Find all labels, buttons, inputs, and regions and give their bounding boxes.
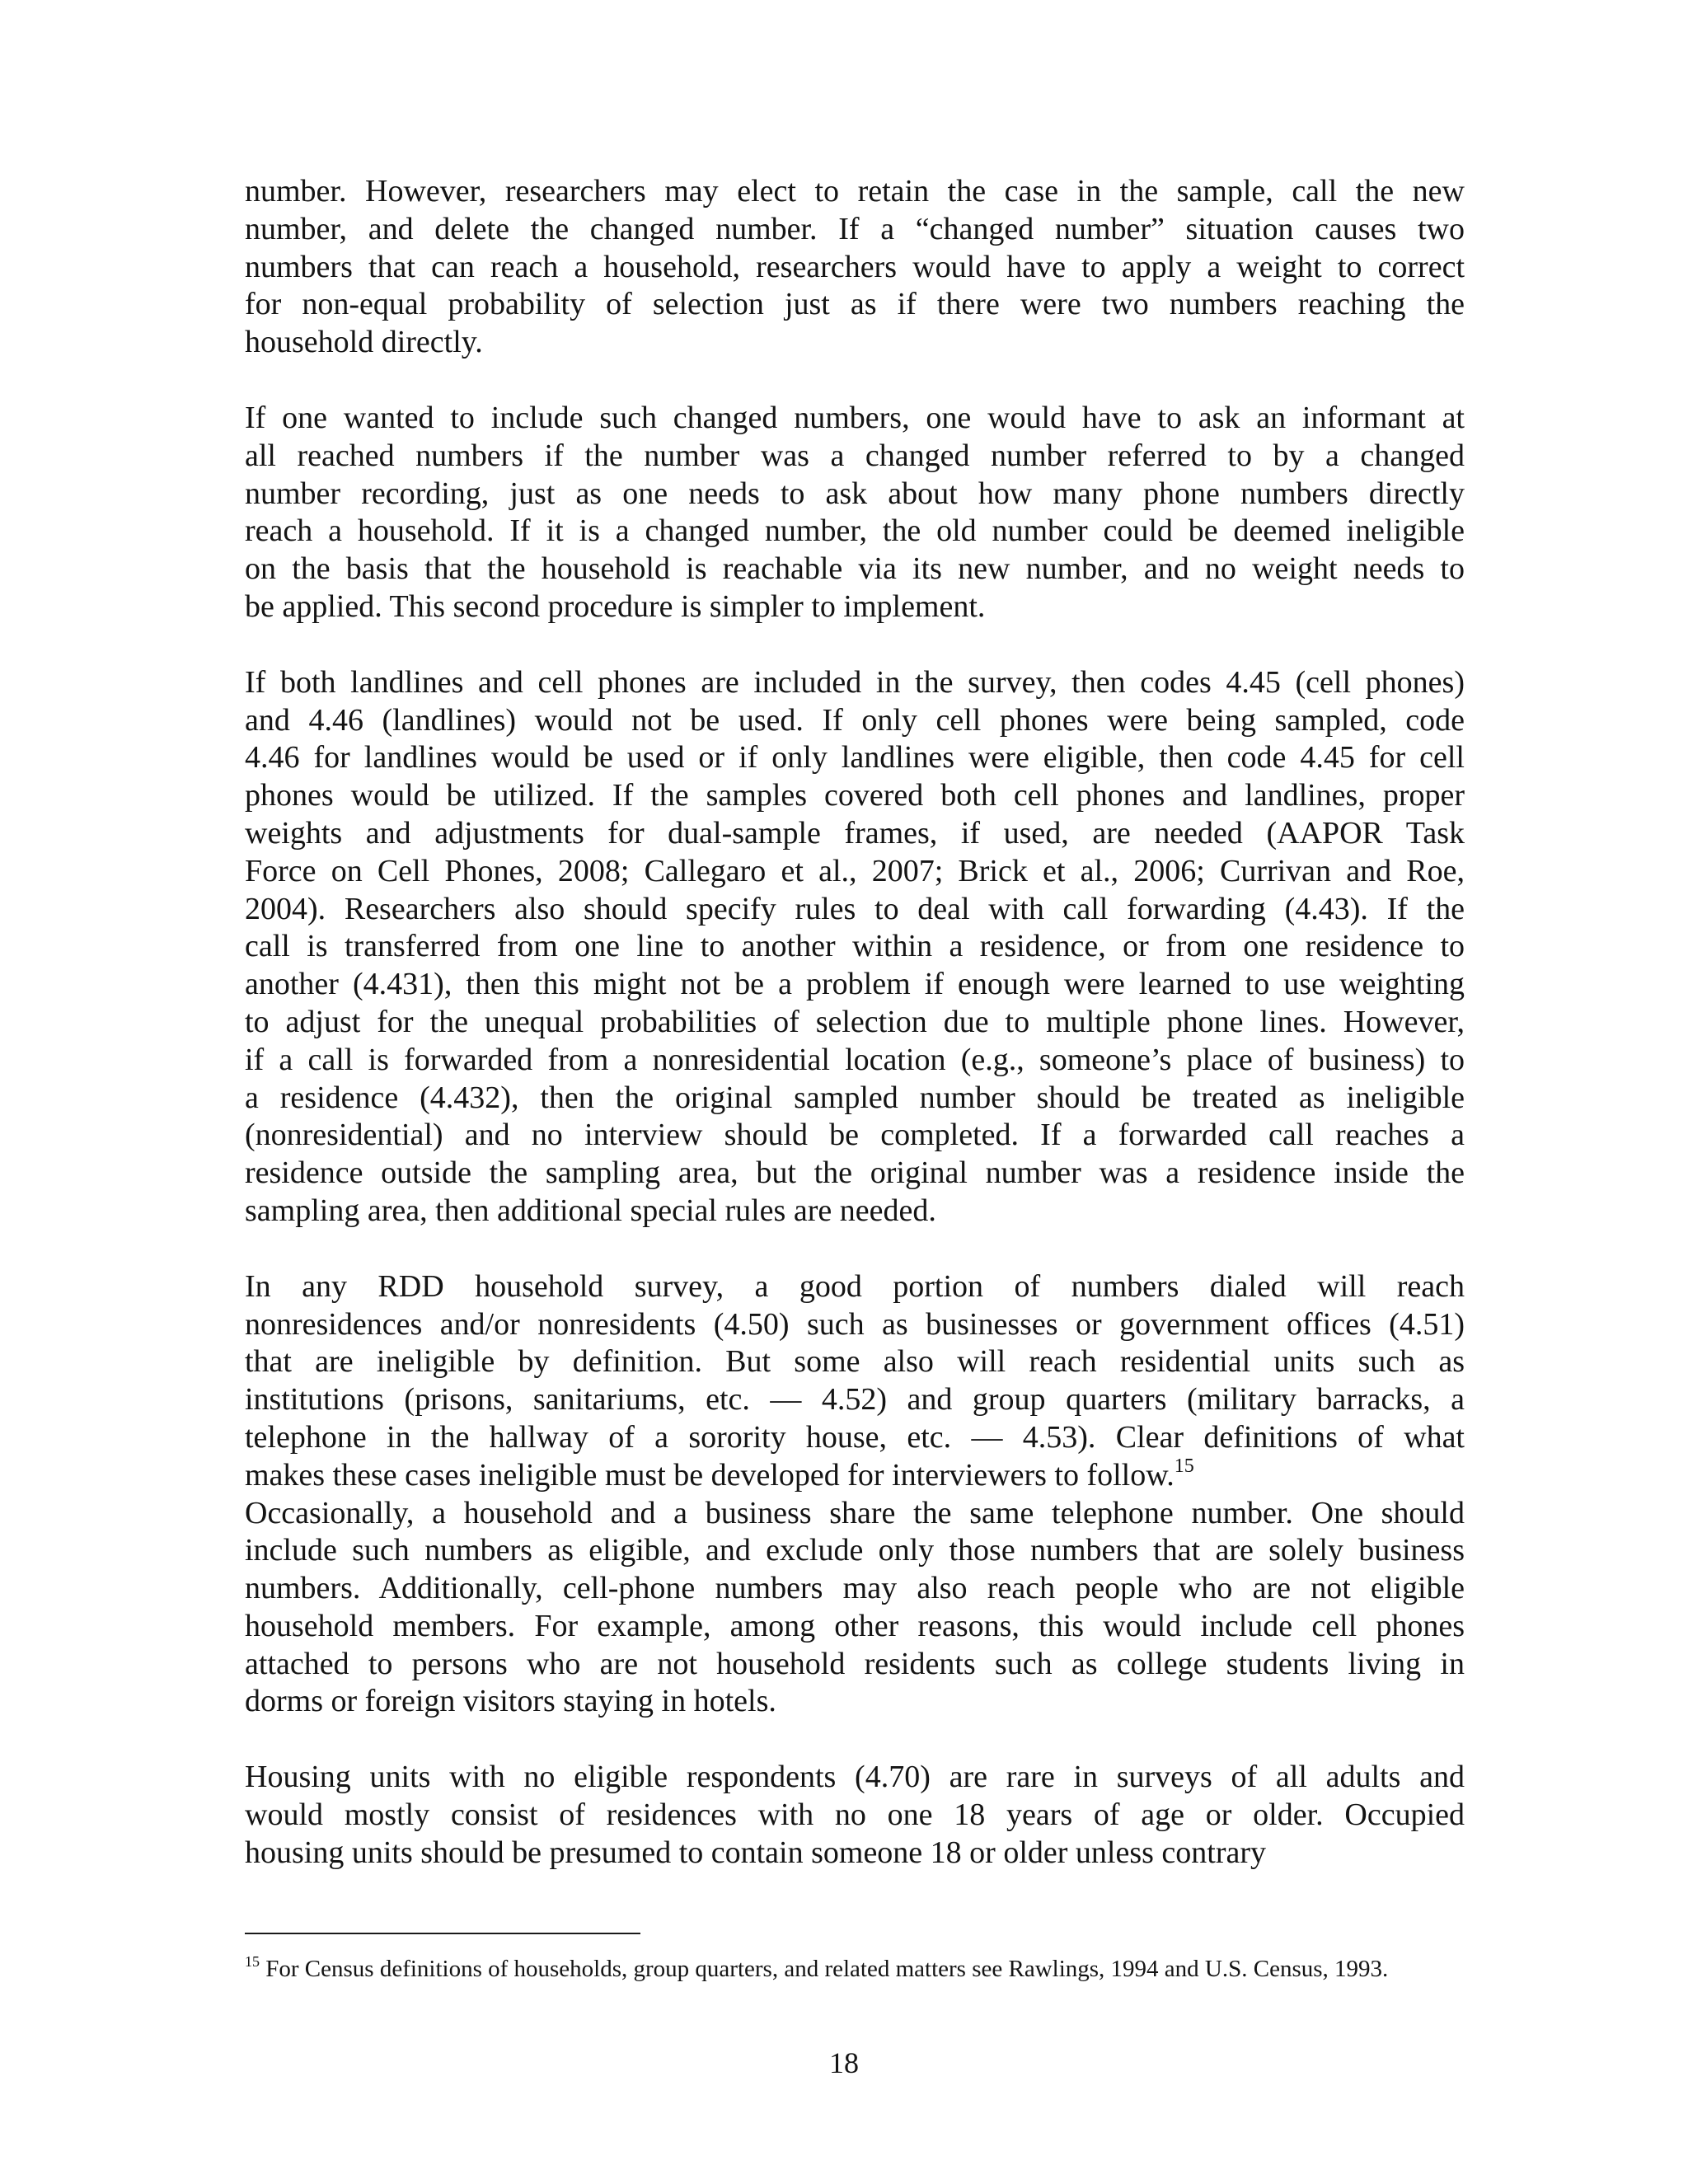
text-line: numbers. Additionally, cell-phone numbers may also reach people who are not eligible xyxy=(245,1571,1465,1606)
text-line: 4.46 for landlines would be used or if only landlines were eligible, then code 4.45 for cell xyxy=(245,740,1465,776)
text-line: phones would be utilized. If the samples covered both cell phones and landlines, proper xyxy=(245,778,1465,813)
text-line: all reached numbers if the number was a changed number referred to by a changed xyxy=(245,438,1465,473)
text-line: nonresidences and/or nonresidents (4.50) such as businesses or government offices (4.51) xyxy=(245,1306,1465,1342)
text-line: residence outside the sampling area, but the original number was a residence inside the xyxy=(245,1155,1465,1191)
footnote xyxy=(245,1955,1388,1983)
text-line: telephone in the hallway of a sorority house, etc. — 4.53). Clear definitions of what xyxy=(245,1419,1465,1455)
text-line: 2004). Researchers also should specify rules to deal with call forwarding (4.43). If the xyxy=(245,891,1465,926)
footnote-number: 15 xyxy=(245,1953,260,1970)
text-line: numbers that can reach a household, researchers would have to apply a weight to correct xyxy=(245,249,1465,284)
text-line: attached to persons who are not household residents such as college students living in xyxy=(245,1646,1465,1681)
text-line: dorms or foreign visitors staying in hotels. xyxy=(245,1684,776,1719)
text-line: sampling area, then additional special rules are needed. xyxy=(245,1193,936,1228)
text-line: makes these cases ineligible must be developed for interviewers to follow.$^{15}$ xyxy=(245,1455,1194,1493)
text-line: Housing units with no eligible respondents (4.70) are rare in surveys of all adults and xyxy=(245,1760,1465,1795)
text-line: call is transferred from one line to another within a residence, or from one residence to xyxy=(245,929,1465,964)
text-line: Occasionally, a household and a business share the same telephone number. One should xyxy=(245,1495,1465,1530)
text-line: institutions (prisons, sanitariums, etc. — 4.52) and group quarters (military barracks, a xyxy=(245,1382,1465,1418)
text-line: household directly. xyxy=(245,325,483,360)
document-body xyxy=(245,173,1465,1910)
text-line: on the basis that the household is reachable via its new number, and no weight needs to xyxy=(245,551,1465,587)
text-line: weights and adjustments for dual-sample frames, if used, are needed (AAPOR Task xyxy=(245,815,1465,851)
text-line: that are ineligible by definition. But some also will reach residential units such as xyxy=(245,1344,1465,1380)
text-line: if a call is forwarded from a nonresidential location (e.g., someone’s place of business) to xyxy=(245,1042,1465,1077)
text-line: number recording, just as one needs to ask about how many phone numbers directly xyxy=(245,476,1465,511)
text-line: If one wanted to include such changed numbers, one would have to ask an informant at xyxy=(245,400,1465,435)
paragraph-no-eligible-respondents xyxy=(245,1759,1465,1872)
paragraph-rdd-nonresidences xyxy=(245,1268,1465,1722)
text-line: housing units should be presumed to contain someone 18 or older unless contrary xyxy=(245,1835,1267,1870)
text-line: for non-equal probability of selection just as if there were two numbers reaching the xyxy=(245,287,1465,322)
footnote-divider xyxy=(245,1933,640,1934)
paragraph-include-changed-numbers xyxy=(245,400,1465,626)
text-line: (nonresidential) and no interview should be completed. If a forwarded call reaches a xyxy=(245,1118,1465,1153)
text-line: include such numbers as eligible, and exclude only those numbers that are solely business xyxy=(245,1533,1465,1568)
text-line: household members. For example, among other reasons, this would include cell phones xyxy=(245,1608,1465,1643)
text-line: another (4.431), then this might not be a problem if enough were learned to use weighting xyxy=(245,967,1465,1002)
text-line: If both landlines and cell phones are included in the survey, then codes 4.45 (cell phones) xyxy=(245,664,1465,700)
page-number: 18 xyxy=(829,2046,859,2079)
paragraph-landlines-cell-phones xyxy=(245,664,1465,1230)
text-line: and 4.46 (landlines) would not be used. If only cell phones were being sampled, code xyxy=(245,702,1465,738)
footnote-text: For Census definitions of households, group quarters, and related matters see Rawlings, 1994 and U.S. Census, 1993. xyxy=(265,1956,1389,1982)
text-line: be applied. This second procedure is simpler to implement. xyxy=(245,588,986,624)
paragraph-changed-number xyxy=(245,173,1465,362)
text-line: would mostly consist of residences with no one 18 years of age or older. Occupied xyxy=(245,1797,1465,1833)
text-line: reach a household. If it is a changed number, the old number could be deemed ineligible xyxy=(245,513,1465,549)
text-line: to adjust for the unequal probabilities of selection due to multiple phone lines. However, xyxy=(245,1004,1465,1039)
text-line: In any RDD household survey, a good portion of numbers dialed will reach xyxy=(245,1268,1465,1304)
footnote-reference[interactable]: 15 xyxy=(1174,1455,1194,1477)
text-line: Force on Cell Phones, 2008; Callegaro et al., 2007; Brick et al., 2006; Currivan and Roe, xyxy=(245,853,1465,888)
text-line: number, and delete the changed number. If a “changed number” situation causes two xyxy=(245,211,1465,246)
text-line: number. However, researchers may elect to retain the case in the sample, call the new xyxy=(245,174,1465,209)
text-line: a residence (4.432), then the original sampled number should be treated as ineligible xyxy=(245,1080,1465,1115)
